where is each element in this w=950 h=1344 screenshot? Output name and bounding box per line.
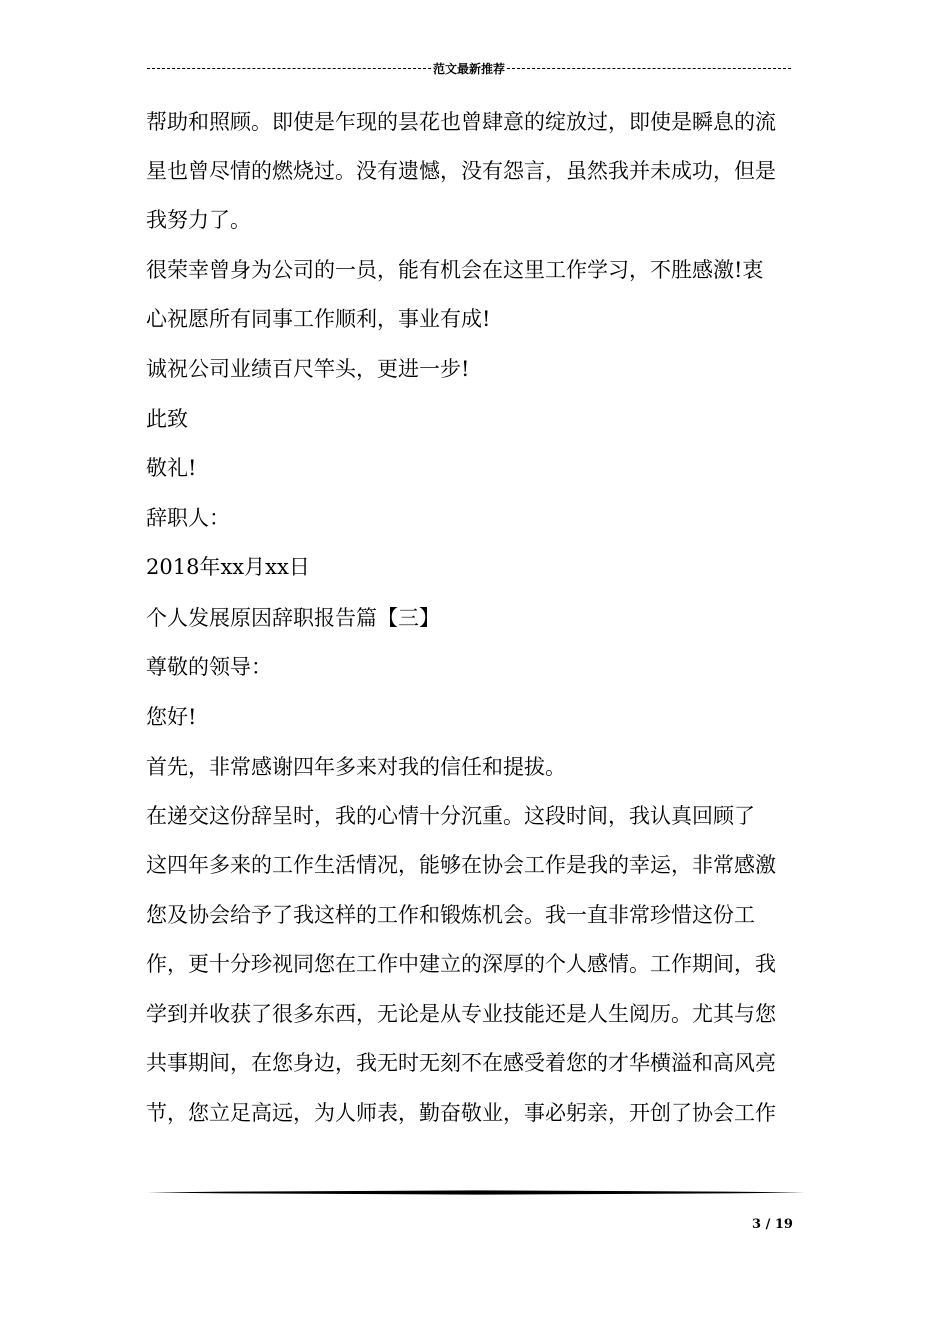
body-line: 我努力了。 (146, 208, 251, 232)
body-line: 诚祝公司业绩百尺竿头，更进一步! (146, 357, 470, 381)
body-line: 节，您立足高远，为人师表，勤奋敬业，事必躬亲，开创了协会工作 (146, 1101, 776, 1125)
header-title: 范文最新推荐 (433, 61, 506, 76)
date-line: 2018年xx月xx日 (146, 555, 310, 579)
body-line: 共事期间，在您身边，我无时无刻不在感受着您的才华横溢和高风亮 (146, 1051, 776, 1075)
body-line: 星也曾尽情的燃烧过。没有遗憾，没有怨言，虽然我并未成功，但是 (146, 159, 776, 183)
salutation: 尊敬的领导： (146, 655, 272, 679)
body-line: 这四年多来的工作生活情况，能够在协会工作是我的幸运，非常感激 (146, 853, 776, 877)
body-line: 作，更十分珍视同您在工作中建立的深厚的个人感情。工作期间，我 (146, 952, 776, 976)
body-line: 敬礼! (146, 456, 197, 480)
body-line: 学到并收获了很多东西，无论是从专业技能还是人生阅历。尤其与您 (146, 1002, 776, 1026)
body-line: 此致 (146, 407, 188, 431)
body-line: 在递交这份辞呈时，我的心情十分沉重。这段时间，我认真回顾了 (146, 804, 755, 828)
body-line: 帮助和照顾。即使是乍现的昙花也曾肆意的绽放过，即使是瞬息的流 (146, 110, 776, 134)
page-header (147, 58, 791, 78)
body-line: 很荣幸曾身为公司的一员，能有机会在这里工作学习，不胜感激!衷 (146, 258, 764, 282)
header-dashes-left (147, 68, 431, 69)
body-line: 辞职人： (146, 506, 230, 530)
section-heading: 个人发展原因辞职报告篇【三】 (146, 606, 440, 630)
page-number: 3 / 19 (752, 1217, 793, 1232)
body-line: 首先，非常感谢四年多来对我的信任和提拔。 (146, 755, 566, 779)
body-line: 您及协会给予了我这样的工作和锻炼机会。我一直非常珍惜这份工 (146, 903, 755, 927)
footer-divider (147, 1190, 805, 1195)
greeting: 您好! (146, 705, 197, 729)
body-line: 心祝愿所有同事工作顺利，事业有成! (146, 307, 491, 331)
header-dashes-right (507, 68, 791, 69)
